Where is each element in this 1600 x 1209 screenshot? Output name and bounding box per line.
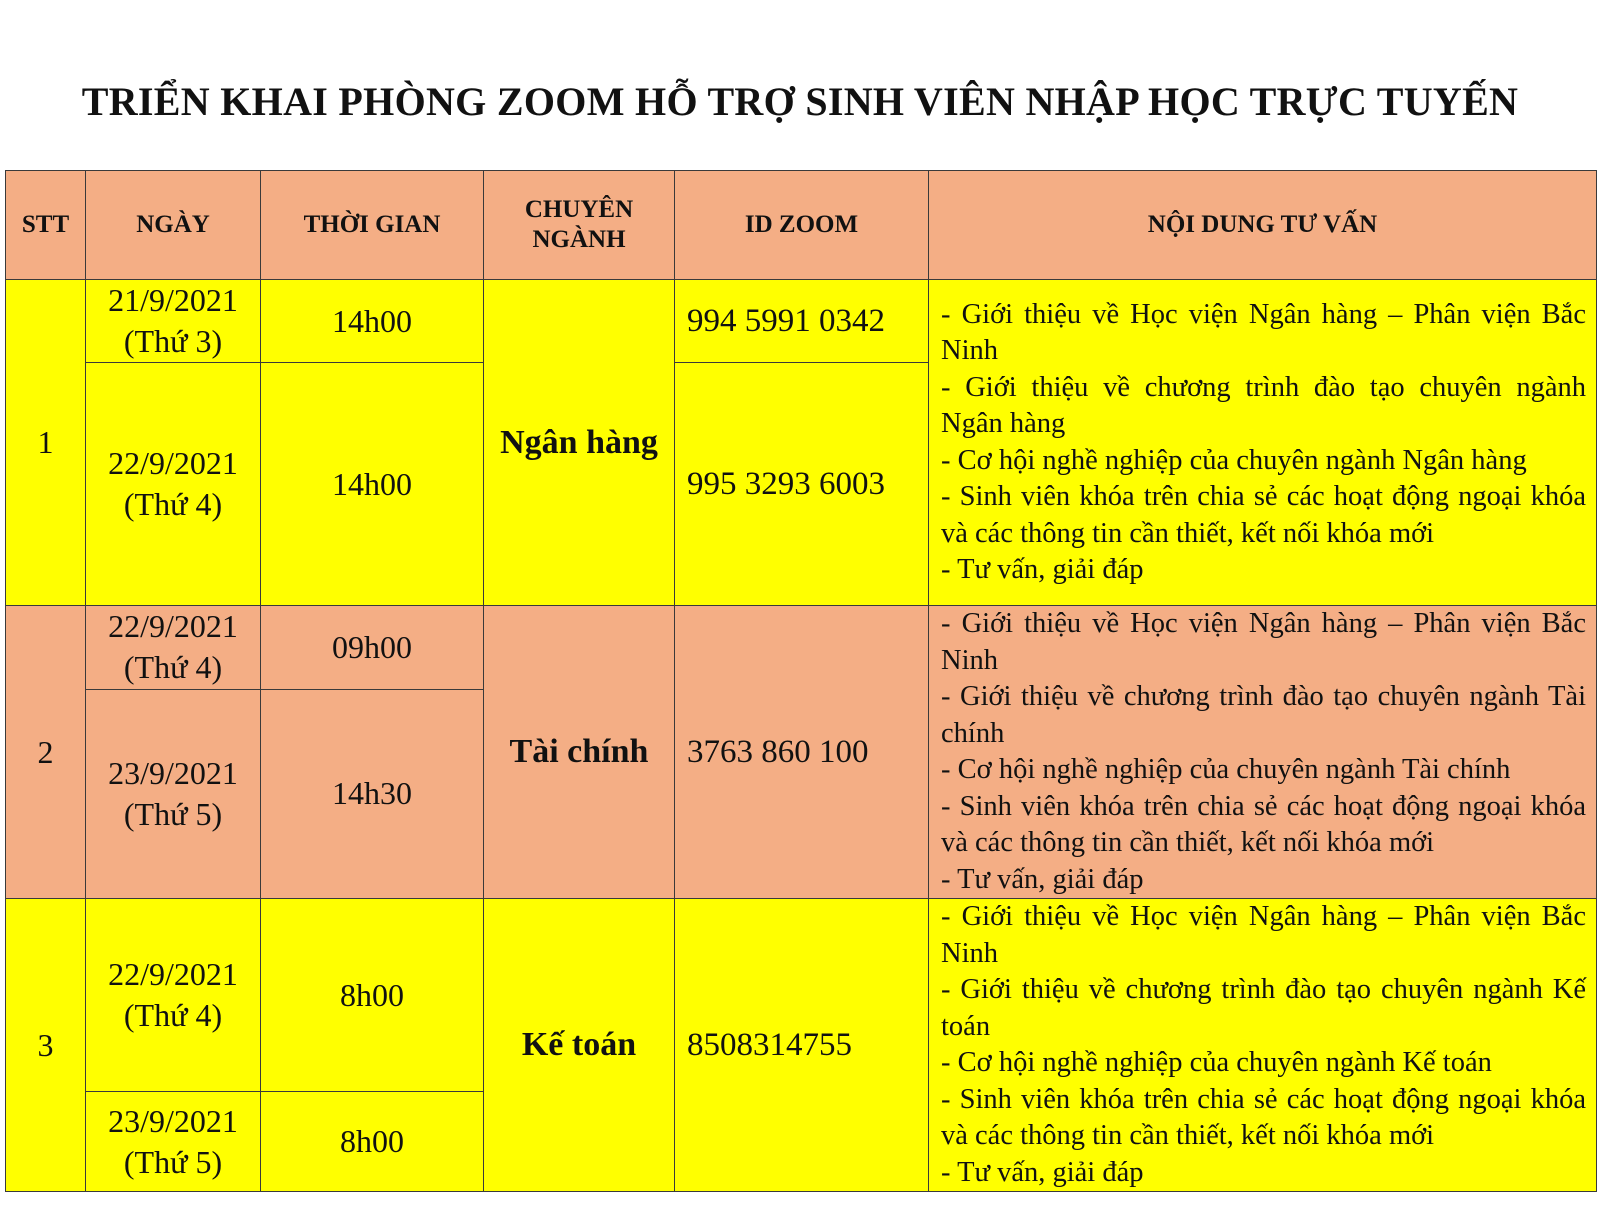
zoom-id-cell: 8508314755 bbox=[675, 899, 929, 1192]
content-line: - Giới thiệu về Học viện Ngân hàng – Phân viện Bắc Ninh bbox=[941, 298, 1586, 366]
content-line: - Tư vấn, giải đáp bbox=[941, 554, 1144, 585]
content-line: - Tư vấn, giải đáp bbox=[941, 863, 1144, 895]
zoom-id-cell: 3763 860 100 bbox=[675, 606, 929, 899]
header-noi-dung: NỘI DUNG TƯ VẤN bbox=[929, 171, 1597, 280]
zoom-id-cell: 995 3293 6003 bbox=[675, 363, 929, 606]
date: 21/9/2021 bbox=[108, 282, 238, 318]
content-line: - Giới thiệu về chương trình đào tạo chuyên ngành Kế toán bbox=[941, 974, 1586, 1042]
content-line: - Giới thiệu về chương trình đào tạo chuyên ngành Ngân hàng bbox=[941, 371, 1586, 439]
header-ngay: NGÀY bbox=[86, 171, 261, 280]
stt-cell: 1 bbox=[6, 280, 86, 606]
content-line: - Giới thiệu về chương trình đào tạo chuyên ngành Tài chính bbox=[941, 681, 1586, 749]
content-cell bbox=[929, 606, 1597, 899]
date: 23/9/2021 bbox=[108, 1102, 238, 1139]
content-cell bbox=[929, 280, 1597, 606]
major-cell: Ngân hàng bbox=[484, 280, 675, 606]
time-cell: 09h00 bbox=[261, 606, 484, 690]
weekday: (Thứ 4) bbox=[123, 486, 223, 522]
date: 23/9/2021 bbox=[108, 754, 238, 791]
content-line: - Cơ hội nghề nghiệp của chuyên ngành Tài chính bbox=[941, 754, 1511, 785]
weekday: (Thứ 3) bbox=[123, 323, 223, 359]
date-cell bbox=[86, 363, 261, 606]
content-line: - Giới thiệu về Học viện Ngân hàng – Phân viện Bắc Ninh bbox=[941, 608, 1586, 676]
content-line: - Cơ hội nghề nghiệp của chuyên ngành Ngân hàng bbox=[941, 444, 1527, 476]
schedule-table bbox=[5, 170, 1597, 1192]
date-cell bbox=[86, 1092, 261, 1192]
time-cell: 8h00 bbox=[261, 899, 484, 1092]
header-thoi-gian: THỜI GIAN bbox=[261, 171, 484, 280]
content-cell bbox=[929, 899, 1597, 1192]
table-row bbox=[6, 606, 1597, 690]
header-id-zoom: ID ZOOM bbox=[675, 171, 929, 280]
weekday: (Thứ 5) bbox=[123, 1143, 223, 1180]
date: 22/9/2021 bbox=[108, 445, 238, 481]
weekday: (Thứ 5) bbox=[123, 795, 223, 832]
major-cell: Kế toán bbox=[484, 899, 675, 1192]
header-row bbox=[6, 171, 1597, 280]
date: 22/9/2021 bbox=[108, 956, 238, 992]
date-cell bbox=[86, 689, 261, 898]
stt-cell: 2 bbox=[6, 606, 86, 899]
date-cell bbox=[86, 280, 261, 363]
header-chuyen-nganh bbox=[484, 171, 675, 280]
zoom-id-cell: 994 5991 0342 bbox=[675, 280, 929, 363]
stt-cell: 3 bbox=[6, 899, 86, 1192]
table-row bbox=[6, 280, 1597, 363]
weekday: (Thứ 4) bbox=[123, 649, 223, 686]
time-cell: 14h30 bbox=[261, 689, 484, 898]
date: 22/9/2021 bbox=[108, 608, 238, 645]
date-cell bbox=[86, 606, 261, 690]
time-cell: 14h00 bbox=[261, 280, 484, 363]
weekday: (Thứ 4) bbox=[123, 997, 223, 1033]
header-chuyen-nganh-line1: CHUYÊN bbox=[524, 196, 634, 223]
major-cell: Tài chính bbox=[484, 606, 675, 899]
table-row bbox=[6, 899, 1597, 1092]
content-line: - Sinh viên khóa trên chia sẻ các hoạt động ngoại khóa và các thông tin cần thiết, kết nối khóa mới bbox=[941, 481, 1586, 549]
page-title: TRIỂN KHAI PHÒNG ZOOM HỖ TRỢ SINH VIÊN NHẬP HỌC TRỰC TUYẾN bbox=[81, 79, 1519, 124]
header-stt: STT bbox=[6, 171, 86, 280]
content-line: - Sinh viên khóa trên chia sẻ các hoạt động ngoại khóa và các thông tin cần thiết, kết nối khóa mới bbox=[941, 790, 1586, 858]
header-chuyen-nganh-line2: NGÀNH bbox=[532, 226, 626, 253]
content-line: - Tư vấn, giải đáp bbox=[941, 1156, 1144, 1188]
content-line: - Cơ hội nghề nghiệp của chuyên ngành Kế toán bbox=[941, 1047, 1492, 1078]
time-cell: 14h00 bbox=[261, 363, 484, 606]
content-line: - Giới thiệu về Học viện Ngân hàng – Phân viện Bắc Ninh bbox=[941, 901, 1586, 969]
date-cell bbox=[86, 899, 261, 1092]
time-cell: 8h00 bbox=[261, 1092, 484, 1192]
content-line: - Sinh viên khóa trên chia sẻ các hoạt động ngoại khóa và các thông tin cần thiết, kết nối khóa mới bbox=[941, 1083, 1586, 1151]
